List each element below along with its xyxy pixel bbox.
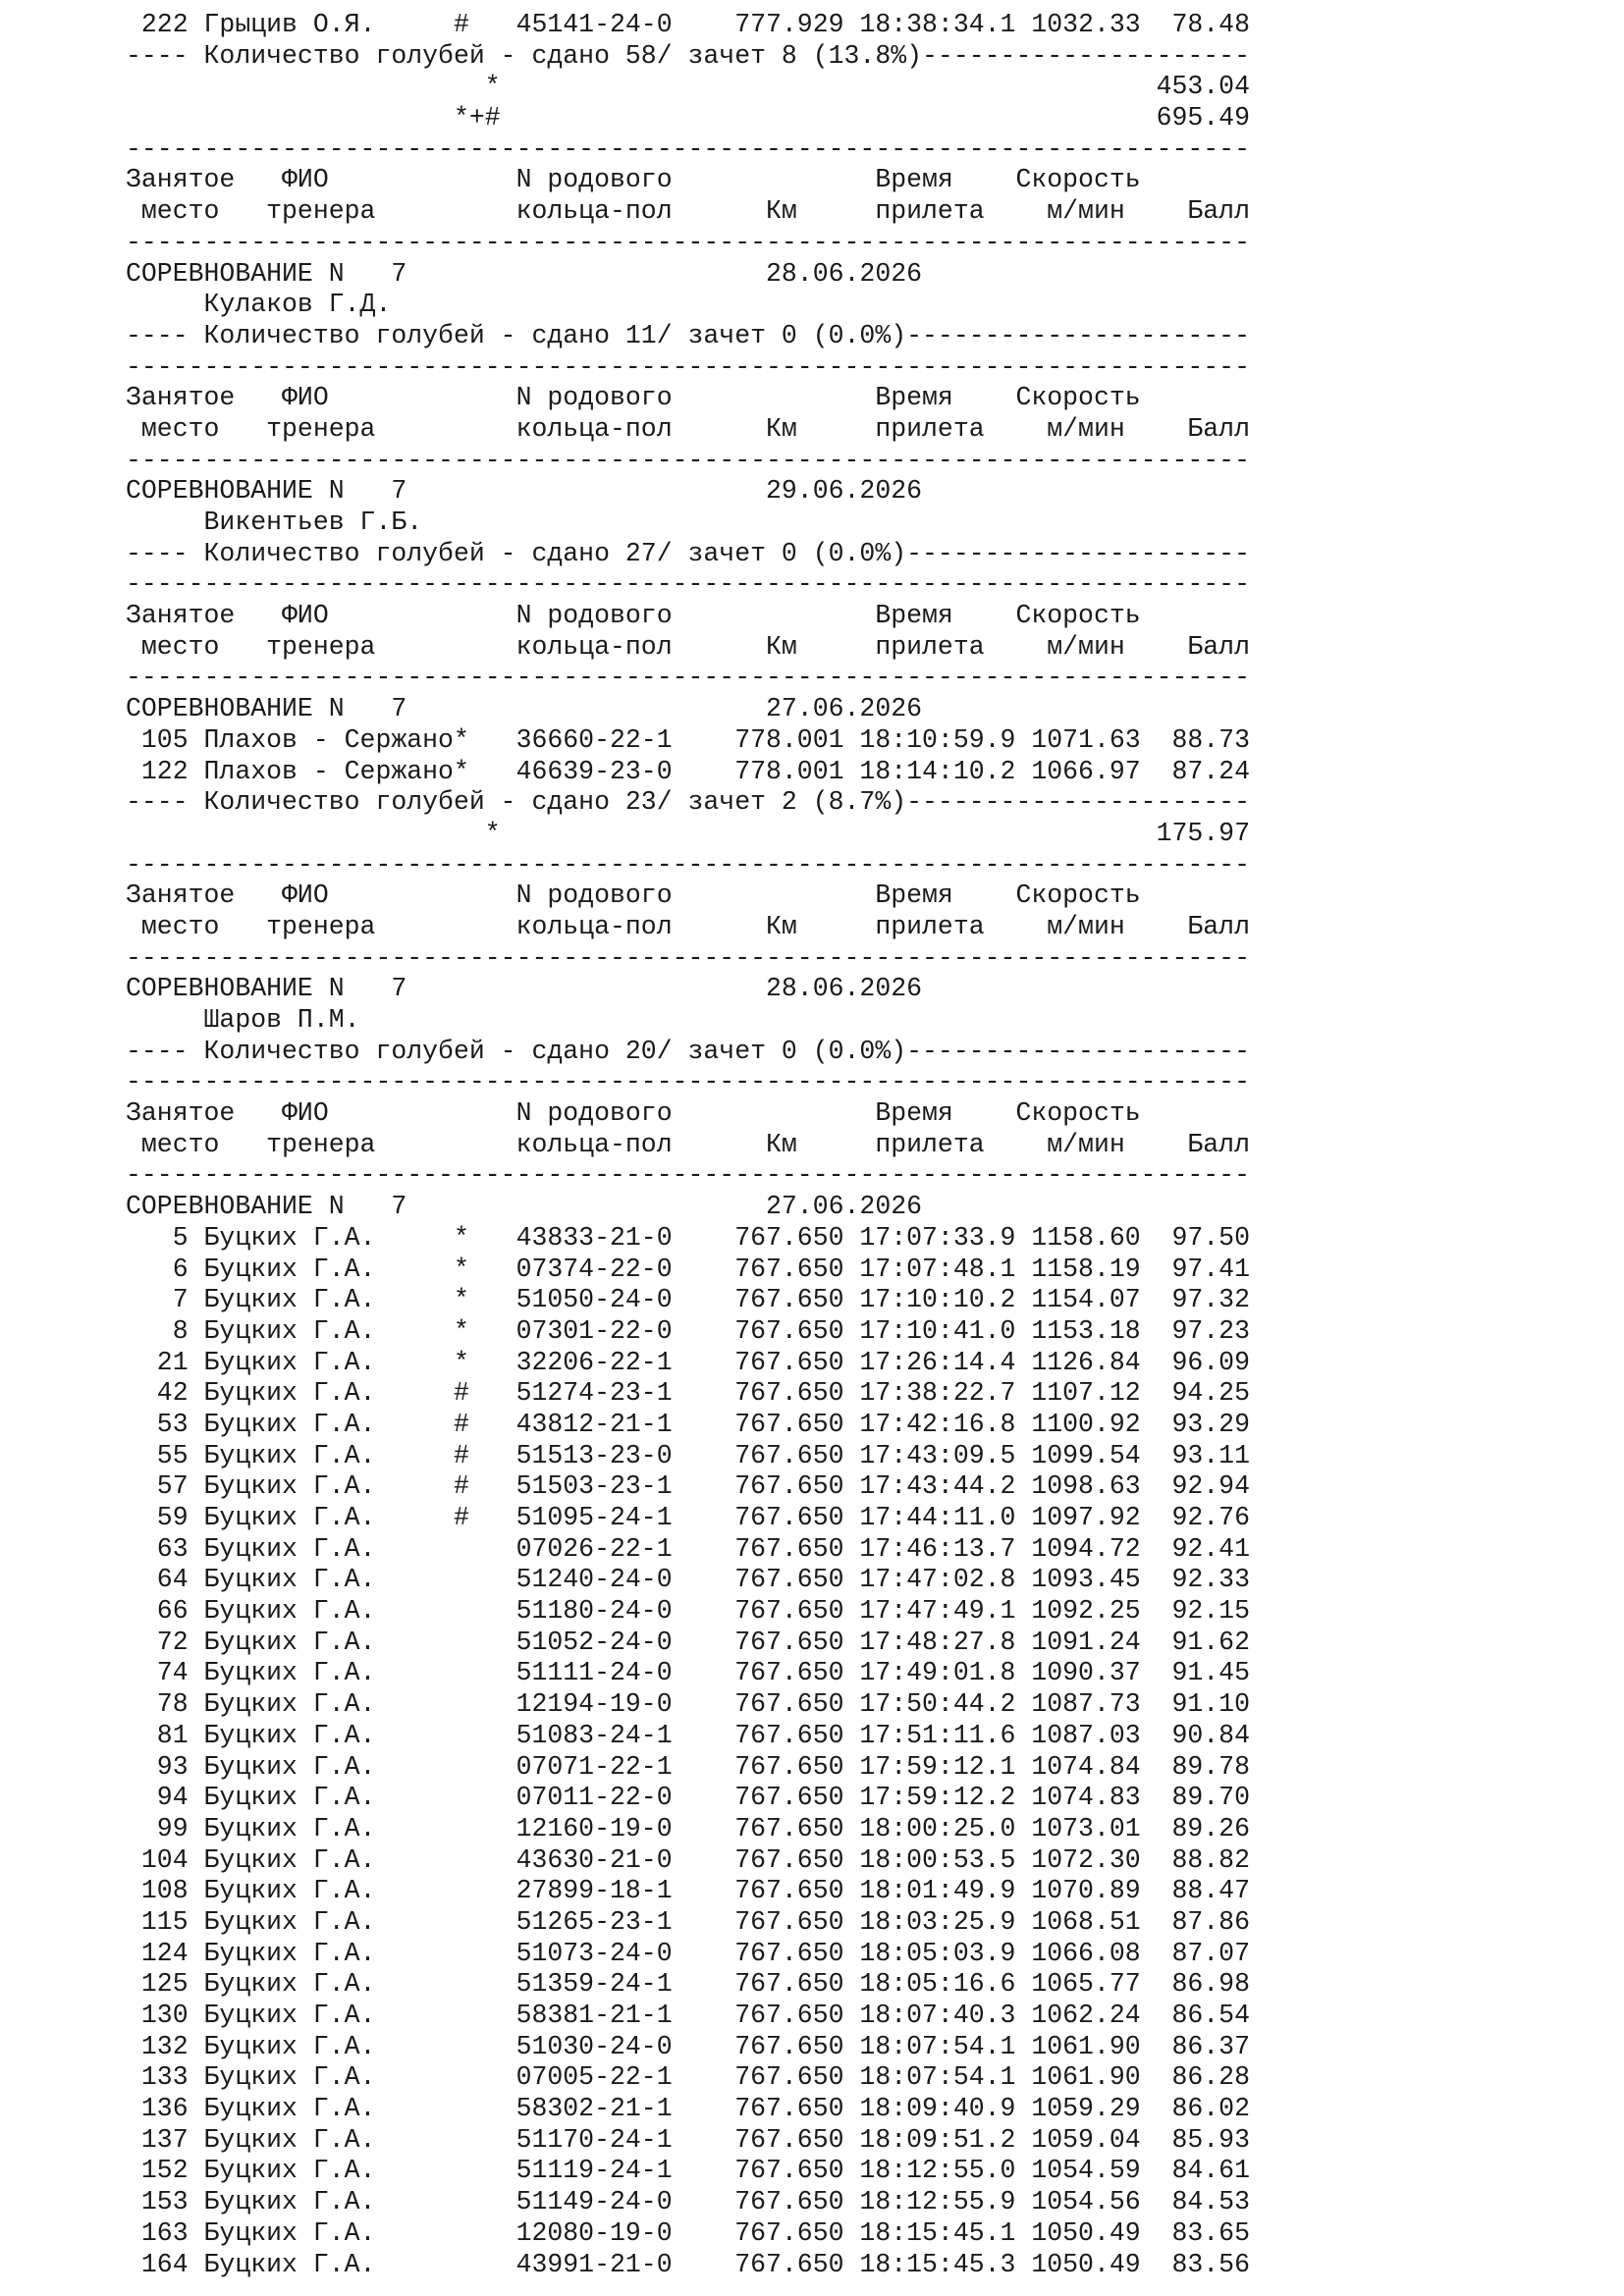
report-line: 99 Буцких Г.А. 12160-19-0 767.650 18:00:25.0 1073.01 89.26 <box>126 1813 1250 1843</box>
report-line: 94 Буцких Г.А. 07011-22-0 767.650 17:59:12.2 1074.83 89.70 <box>126 1783 1250 1813</box>
report-line: ------------------------------------------------------------------------ <box>126 351 1250 382</box>
report-line: ---- Количество голубей - сдано 23/ зачет 2 (8.7%)---------------------- <box>126 787 1250 818</box>
report-line: 59 Буцких Г.А. # 51095-24-1 767.650 17:44:11.0 1097.92 92.76 <box>126 1503 1250 1532</box>
report-line: ------------------------------------------------------------------------ <box>126 1160 1250 1191</box>
report-page <box>126 10 1598 2280</box>
report-line: 5 Буцких Г.А. * 43833-21-0 767.650 17:07:33.9 1158.60 97.50 <box>126 1222 1250 1253</box>
report-line: 124 Буцких Г.А. 51073-24-0 767.650 18:05:03.9 1066.08 87.07 <box>126 1938 1250 1968</box>
report-line: место тренера кольца-пол Км прилета м/мин Балл <box>126 413 1250 444</box>
report-line: 108 Буцких Г.А. 27899-18-1 767.650 18:01:49.9 1070.89 88.47 <box>126 1876 1250 1906</box>
report-line: ---- Количество голубей - сдано 11/ зачет 0 (0.0%)---------------------- <box>126 320 1250 350</box>
report-line: 7 Буцких Г.А. * 51050-24-0 767.650 17:10:10.2 1154.07 97.32 <box>126 1285 1250 1315</box>
report-line: Занятое ФИО N родового Время Скорость <box>126 383 1141 413</box>
report-line: 42 Буцких Г.А. # 51274-23-1 767.650 17:38:22.7 1107.12 94.25 <box>126 1378 1250 1409</box>
report-line: 137 Буцких Г.А. 51170-24-1 767.650 18:09:51.2 1059.04 85.93 <box>126 2124 1250 2155</box>
report-line: 72 Буцких Г.А. 51052-24-0 767.650 17:48:27.8 1091.24 91.62 <box>126 1627 1250 1657</box>
report-line: СОРЕВНОВАНИЕ N 7 27.06.2026 <box>126 1192 923 1222</box>
report-line: 81 Буцких Г.А. 51083-24-1 767.650 17:51:11.6 1087.03 90.84 <box>126 1720 1250 1750</box>
report-line: ------------------------------------------------------------------------ <box>126 942 1250 973</box>
report-line: место тренера кольца-пол Км прилета м/мин Балл <box>126 1129 1250 1159</box>
report-line: 78 Буцких Г.А. 12194-19-0 767.650 17:50:44.2 1087.73 91.10 <box>126 1689 1250 1720</box>
report-line: 66 Буцких Г.А. 51180-24-0 767.650 17:47:49.1 1092.25 92.15 <box>126 1596 1250 1627</box>
report-line: 55 Буцких Г.А. # 51513-23-0 767.650 17:43:09.5 1099.54 93.11 <box>126 1440 1250 1470</box>
report-line: 104 Буцких Г.А. 43630-21-0 767.650 18:00:53.5 1072.30 88.82 <box>126 1844 1250 1875</box>
report-line: 130 Буцких Г.А. 58381-21-1 767.650 18:07:40.3 1062.24 86.54 <box>126 2001 1250 2030</box>
report-line: место тренера кольца-пол Км прилета м/мин Балл <box>126 631 1250 662</box>
report-line: 6 Буцких Г.А. * 07374-22-0 767.650 17:07:48.1 1158.19 97.41 <box>126 1254 1250 1284</box>
report-line: ------------------------------------------------------------------------ <box>126 1067 1250 1097</box>
report-line: 74 Буцких Г.А. 51111-24-0 767.650 17:49:01.8 1090.37 91.45 <box>126 1658 1250 1688</box>
report-line: СОРЕВНОВАНИЕ N 7 28.06.2026 <box>126 974 923 1004</box>
report-line: Викентьев Г.Б. <box>126 507 423 537</box>
report-line: ---- Количество голубей - сдано 27/ зачет 0 (0.0%)---------------------- <box>126 538 1250 568</box>
report-line: 64 Буцких Г.А. 51240-24-0 767.650 17:47:02.8 1093.45 92.33 <box>126 1565 1250 1595</box>
report-line: 153 Буцких Г.А. 51149-24-0 767.650 18:12:55.9 1054.56 84.53 <box>126 2187 1250 2217</box>
report-line: ------------------------------------------------------------------------ <box>126 663 1250 693</box>
report-line: Занятое ФИО N родового Время Скорость <box>126 1098 1141 1129</box>
report-line: ---- Количество голубей - сдано 58/ зачет 8 (13.8%)--------------------- <box>126 40 1250 71</box>
report-line: Занятое ФИО N родового Время Скорость <box>126 601 1141 631</box>
report-line: *+# 695.49 <box>126 103 1250 133</box>
report-line: 8 Буцких Г.А. * 07301-22-0 767.650 17:10:41.0 1153.18 97.23 <box>126 1315 1250 1346</box>
report-line: * 453.04 <box>126 72 1250 102</box>
report-line: 164 Буцких Г.А. 43991-21-0 767.650 18:15:45.3 1050.49 83.56 <box>126 2249 1250 2279</box>
report-line: Занятое ФИО N родового Время Скорость <box>126 165 1141 195</box>
report-line: место тренера кольца-пол Км прилета м/мин Балл <box>126 911 1250 941</box>
report-line: 222 Грыцив О.Я. # 45141-24-0 777.929 18:38:34.1 1032.33 78.48 <box>126 10 1250 39</box>
report-line: 132 Буцких Г.А. 51030-24-0 767.650 18:07:54.1 1061.90 86.37 <box>126 2031 1250 2061</box>
report-line: 105 Плахов - Сержано* 36660-22-1 778.001 18:10:59.9 1071.63 88.73 <box>126 724 1250 755</box>
report-line: 93 Буцких Г.А. 07071-22-1 767.650 17:59:12.1 1074.84 89.78 <box>126 1751 1250 1782</box>
report-line: Занятое ФИО N родового Время Скорость <box>126 881 1141 911</box>
report-line: СОРЕВНОВАНИЕ N 7 29.06.2026 <box>126 476 923 507</box>
report-line: 57 Буцких Г.А. # 51503-23-1 767.650 17:43:44.2 1098.63 92.94 <box>126 1471 1250 1502</box>
report-line: место тренера кольца-пол Км прилета м/мин Балл <box>126 196 1250 227</box>
report-line: ------------------------------------------------------------------------ <box>126 569 1250 600</box>
report-line: 115 Буцких Г.А. 51265-23-1 767.650 18:03:25.9 1068.51 87.86 <box>126 1906 1250 1937</box>
report-line: Кулаков Г.Д. <box>126 290 392 320</box>
report-line: 122 Плахов - Сержано* 46639-23-0 778.001 18:14:10.2 1066.97 87.24 <box>126 756 1250 786</box>
report-line: 136 Буцких Г.А. 58302-21-1 767.650 18:09:40.9 1059.29 86.02 <box>126 2094 1250 2124</box>
report-line: 163 Буцких Г.А. 12080-19-0 767.650 18:15:45.1 1050.49 83.65 <box>126 2217 1250 2248</box>
report-line: СОРЕВНОВАНИЕ N 7 28.06.2026 <box>126 258 923 289</box>
report-line: СОРЕВНОВАНИЕ N 7 27.06.2026 <box>126 694 923 724</box>
report-line: * 175.97 <box>126 818 1250 848</box>
report-line: ------------------------------------------------------------------------ <box>126 849 1250 880</box>
report-line: ---- Количество голубей - сдано 20/ зачет 0 (0.0%)---------------------- <box>126 1036 1250 1066</box>
report-line: ------------------------------------------------------------------------ <box>126 133 1250 164</box>
report-line: Шаров П.М. <box>126 1005 360 1035</box>
report-line: ------------------------------------------------------------------------ <box>126 227 1250 257</box>
report-line: ------------------------------------------------------------------------ <box>126 445 1250 475</box>
report-line: 63 Буцких Г.А. 07026-22-1 767.650 17:46:13.7 1094.72 92.41 <box>126 1533 1250 1564</box>
report-line: 21 Буцких Г.А. * 32206-22-1 767.650 17:26:14.4 1126.84 96.09 <box>126 1347 1250 1377</box>
report-line: 125 Буцких Г.А. 51359-24-1 767.650 18:05:16.6 1065.77 86.98 <box>126 1969 1250 2000</box>
report-line: 53 Буцких Г.А. # 43812-21-1 767.650 17:42:16.8 1100.92 93.29 <box>126 1409 1250 1439</box>
report-line: 133 Буцких Г.А. 07005-22-1 767.650 18:07:54.1 1061.90 86.28 <box>126 2062 1250 2093</box>
report-line: 152 Буцких Г.А. 51119-24-1 767.650 18:12:55.0 1054.59 84.61 <box>126 2156 1250 2186</box>
